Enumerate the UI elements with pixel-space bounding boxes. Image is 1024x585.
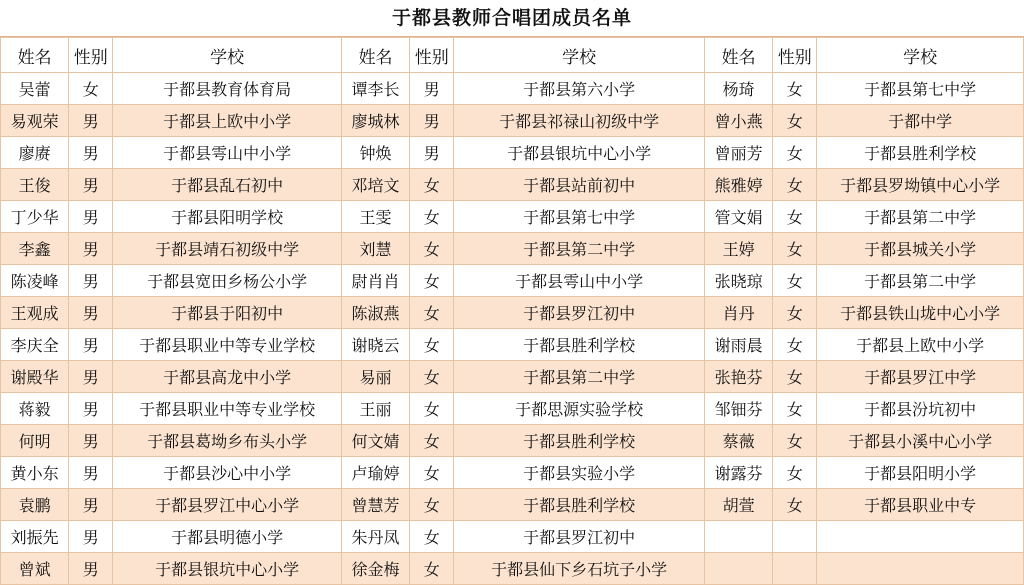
member-gender-cell: 女 bbox=[773, 361, 817, 393]
member-gender-cell: 男 bbox=[69, 361, 113, 393]
member-gender-cell bbox=[773, 521, 817, 553]
member-gender-cell: 男 bbox=[69, 393, 113, 425]
member-school-cell: 于都县罗坳镇中心小学 bbox=[817, 169, 1024, 201]
member-name-cell: 王观成 bbox=[1, 297, 69, 329]
member-name-cell: 杨琦 bbox=[705, 73, 773, 105]
member-gender-cell: 女 bbox=[773, 457, 817, 489]
member-name-cell: 王丽 bbox=[341, 393, 409, 425]
member-gender-cell: 女 bbox=[410, 521, 454, 553]
member-name-cell: 邹钿芬 bbox=[705, 393, 773, 425]
member-name-cell: 朱丹凤 bbox=[341, 521, 409, 553]
member-school-cell: 于都县站前初中 bbox=[454, 169, 705, 201]
member-gender-cell: 男 bbox=[69, 425, 113, 457]
member-name-cell: 李庆全 bbox=[1, 329, 69, 361]
member-name-cell: 曾小燕 bbox=[705, 105, 773, 137]
member-school-cell: 于都县罗江初中 bbox=[454, 297, 705, 329]
member-school-cell: 于都县阳明小学 bbox=[817, 457, 1024, 489]
table-row bbox=[1, 169, 1024, 201]
member-name-cell: 张晓琼 bbox=[705, 265, 773, 297]
table-row bbox=[1, 489, 1024, 521]
table-row bbox=[1, 553, 1024, 585]
table-row bbox=[1, 105, 1024, 137]
member-name-cell: 何明 bbox=[1, 425, 69, 457]
member-gender-cell: 女 bbox=[773, 489, 817, 521]
table-body bbox=[1, 73, 1024, 585]
member-school-cell: 于都县胜利学校 bbox=[454, 329, 705, 361]
member-gender-cell: 女 bbox=[773, 297, 817, 329]
member-gender-cell: 女 bbox=[773, 137, 817, 169]
member-school-cell: 于都县小溪中心小学 bbox=[817, 425, 1024, 457]
member-school-cell: 于都县职业中等专业学校 bbox=[113, 329, 342, 361]
member-school-cell: 于都县第二中学 bbox=[817, 201, 1024, 233]
table-row bbox=[1, 361, 1024, 393]
member-gender-cell: 男 bbox=[410, 137, 454, 169]
member-gender-cell: 女 bbox=[773, 393, 817, 425]
member-gender-cell: 女 bbox=[410, 457, 454, 489]
member-gender-cell: 女 bbox=[410, 297, 454, 329]
table-row bbox=[1, 233, 1024, 265]
member-school-cell: 于都县仙下乡石坑子小学 bbox=[454, 553, 705, 585]
member-name-cell: 谭李长 bbox=[341, 73, 409, 105]
member-gender-cell: 女 bbox=[410, 233, 454, 265]
member-school-cell: 于都县于阳初中 bbox=[113, 297, 342, 329]
member-school-cell: 于都县银坑中心小学 bbox=[113, 553, 342, 585]
member-name-cell: 廖赓 bbox=[1, 137, 69, 169]
member-gender-cell: 男 bbox=[69, 233, 113, 265]
member-name-cell: 卢瑜婷 bbox=[341, 457, 409, 489]
table-row bbox=[1, 329, 1024, 361]
member-gender-cell: 男 bbox=[69, 265, 113, 297]
member-gender-cell: 女 bbox=[773, 265, 817, 297]
member-gender-cell: 女 bbox=[773, 105, 817, 137]
member-school-cell: 于都县职业中等专业学校 bbox=[113, 393, 342, 425]
header-gender-3: 性别 bbox=[773, 38, 817, 73]
member-name-cell: 钟焕 bbox=[341, 137, 409, 169]
member-school-cell bbox=[817, 521, 1024, 553]
table-row bbox=[1, 201, 1024, 233]
table-row bbox=[1, 137, 1024, 169]
header-school-1: 学校 bbox=[113, 38, 342, 73]
member-name-cell: 易丽 bbox=[341, 361, 409, 393]
member-gender-cell: 女 bbox=[773, 233, 817, 265]
member-school-cell: 于都县明德小学 bbox=[113, 521, 342, 553]
header-name-1: 姓名 bbox=[1, 38, 69, 73]
member-name-cell: 蒋毅 bbox=[1, 393, 69, 425]
member-school-cell: 于都县沙心中小学 bbox=[113, 457, 342, 489]
header-school-3: 学校 bbox=[817, 38, 1024, 73]
member-name-cell bbox=[705, 521, 773, 553]
header-name-3: 姓名 bbox=[705, 38, 773, 73]
table-row bbox=[1, 297, 1024, 329]
member-gender-cell: 男 bbox=[69, 105, 113, 137]
member-gender-cell: 男 bbox=[410, 73, 454, 105]
member-gender-cell: 女 bbox=[773, 73, 817, 105]
member-name-cell: 邓培文 bbox=[341, 169, 409, 201]
member-school-cell: 于都县第七中学 bbox=[817, 73, 1024, 105]
member-name-cell: 王俊 bbox=[1, 169, 69, 201]
member-name-cell: 曾慧芳 bbox=[341, 489, 409, 521]
member-name-cell: 谢晓云 bbox=[341, 329, 409, 361]
member-school-cell: 于都县上欧中小学 bbox=[113, 105, 342, 137]
member-gender-cell: 女 bbox=[773, 425, 817, 457]
member-name-cell: 易观荣 bbox=[1, 105, 69, 137]
member-table bbox=[0, 37, 1024, 585]
member-gender-cell: 女 bbox=[410, 425, 454, 457]
member-name-cell bbox=[705, 553, 773, 585]
member-name-cell: 何文婧 bbox=[341, 425, 409, 457]
member-gender-cell: 男 bbox=[69, 553, 113, 585]
member-gender-cell: 女 bbox=[410, 201, 454, 233]
member-gender-cell bbox=[773, 553, 817, 585]
member-gender-cell: 男 bbox=[69, 521, 113, 553]
member-gender-cell: 男 bbox=[69, 329, 113, 361]
member-name-cell: 张艳芬 bbox=[705, 361, 773, 393]
member-name-cell: 袁鹏 bbox=[1, 489, 69, 521]
member-name-cell: 刘慧 bbox=[341, 233, 409, 265]
member-school-cell: 于都县第二中学 bbox=[454, 361, 705, 393]
member-gender-cell: 女 bbox=[773, 329, 817, 361]
member-gender-cell: 男 bbox=[69, 297, 113, 329]
member-name-cell: 胡萱 bbox=[705, 489, 773, 521]
member-name-cell: 曾斌 bbox=[1, 553, 69, 585]
member-gender-cell: 男 bbox=[69, 457, 113, 489]
member-school-cell: 于都县教育体育局 bbox=[113, 73, 342, 105]
member-gender-cell: 男 bbox=[69, 489, 113, 521]
member-school-cell: 于都县胜利学校 bbox=[817, 137, 1024, 169]
member-school-cell: 于都县第二中学 bbox=[454, 233, 705, 265]
member-name-cell: 陈凌峰 bbox=[1, 265, 69, 297]
member-school-cell: 于都县胜利学校 bbox=[454, 489, 705, 521]
table-row bbox=[1, 265, 1024, 297]
member-name-cell: 黄小东 bbox=[1, 457, 69, 489]
member-name-cell: 王婷 bbox=[705, 233, 773, 265]
member-gender-cell: 男 bbox=[69, 169, 113, 201]
member-gender-cell: 女 bbox=[410, 393, 454, 425]
table-row bbox=[1, 457, 1024, 489]
table-row bbox=[1, 521, 1024, 553]
member-name-cell: 肖丹 bbox=[705, 297, 773, 329]
header-gender-2: 性别 bbox=[410, 38, 454, 73]
member-school-cell: 于都县罗江中学 bbox=[817, 361, 1024, 393]
member-gender-cell: 女 bbox=[410, 489, 454, 521]
member-gender-cell: 男 bbox=[69, 201, 113, 233]
table-row bbox=[1, 73, 1024, 105]
member-name-cell: 谢露芬 bbox=[705, 457, 773, 489]
member-gender-cell: 女 bbox=[410, 553, 454, 585]
member-school-cell: 于都县上欧中小学 bbox=[817, 329, 1024, 361]
member-school-cell: 于都县雩山中小学 bbox=[113, 137, 342, 169]
member-name-cell: 谢殿华 bbox=[1, 361, 69, 393]
member-name-cell: 王雯 bbox=[341, 201, 409, 233]
member-school-cell: 于都县高龙中小学 bbox=[113, 361, 342, 393]
member-school-cell: 于都县城关小学 bbox=[817, 233, 1024, 265]
member-gender-cell: 女 bbox=[410, 329, 454, 361]
member-school-cell: 于都县铁山垅中心小学 bbox=[817, 297, 1024, 329]
member-name-cell: 丁少华 bbox=[1, 201, 69, 233]
member-school-cell: 于都县乱石初中 bbox=[113, 169, 342, 201]
member-school-cell: 于都县胜利学校 bbox=[454, 425, 705, 457]
member-name-cell: 管文娟 bbox=[705, 201, 773, 233]
member-name-cell: 陈淑燕 bbox=[341, 297, 409, 329]
member-gender-cell: 女 bbox=[410, 169, 454, 201]
member-gender-cell: 女 bbox=[410, 361, 454, 393]
member-name-cell: 吴蕾 bbox=[1, 73, 69, 105]
member-gender-cell: 女 bbox=[773, 201, 817, 233]
member-school-cell: 于都县职业中专 bbox=[817, 489, 1024, 521]
member-name-cell: 熊雅婷 bbox=[705, 169, 773, 201]
member-gender-cell: 男 bbox=[410, 105, 454, 137]
member-school-cell: 于都县银坑中心小学 bbox=[454, 137, 705, 169]
member-gender-cell: 女 bbox=[410, 265, 454, 297]
member-gender-cell: 女 bbox=[773, 169, 817, 201]
member-school-cell: 于都县祁禄山初级中学 bbox=[454, 105, 705, 137]
member-name-cell: 徐金梅 bbox=[341, 553, 409, 585]
member-school-cell: 于都县实验小学 bbox=[454, 457, 705, 489]
sheet-title: 于都县教师合唱团成员名单 bbox=[0, 0, 1024, 37]
member-school-cell: 于都县汾坑初中 bbox=[817, 393, 1024, 425]
member-school-cell: 于都中学 bbox=[817, 105, 1024, 137]
member-gender-cell: 女 bbox=[69, 73, 113, 105]
member-name-cell: 刘振先 bbox=[1, 521, 69, 553]
member-school-cell: 于都县第七中学 bbox=[454, 201, 705, 233]
member-school-cell: 于都县罗江中心小学 bbox=[113, 489, 342, 521]
member-school-cell: 于都县葛坳乡布头小学 bbox=[113, 425, 342, 457]
header-school-2: 学校 bbox=[454, 38, 705, 73]
table-row bbox=[1, 425, 1024, 457]
member-school-cell: 于都县第二中学 bbox=[817, 265, 1024, 297]
member-name-cell: 蔡薇 bbox=[705, 425, 773, 457]
member-name-cell: 李鑫 bbox=[1, 233, 69, 265]
member-name-cell: 曾丽芳 bbox=[705, 137, 773, 169]
header-row bbox=[1, 38, 1024, 73]
member-school-cell: 于都县阳明学校 bbox=[113, 201, 342, 233]
member-school-cell: 于都县靖石初级中学 bbox=[113, 233, 342, 265]
header-gender-1: 性别 bbox=[69, 38, 113, 73]
member-school-cell: 于都县雩山中小学 bbox=[454, 265, 705, 297]
table-row bbox=[1, 393, 1024, 425]
member-school-cell: 于都县宽田乡杨公小学 bbox=[113, 265, 342, 297]
member-school-cell: 于都县第六小学 bbox=[454, 73, 705, 105]
member-school-cell: 于都思源实验学校 bbox=[454, 393, 705, 425]
member-name-cell: 谢雨晨 bbox=[705, 329, 773, 361]
member-name-cell: 尉肖肖 bbox=[341, 265, 409, 297]
member-school-cell bbox=[817, 553, 1024, 585]
member-name-cell: 廖城林 bbox=[341, 105, 409, 137]
member-school-cell: 于都县罗江初中 bbox=[454, 521, 705, 553]
header-name-2: 姓名 bbox=[341, 38, 409, 73]
member-gender-cell: 男 bbox=[69, 137, 113, 169]
